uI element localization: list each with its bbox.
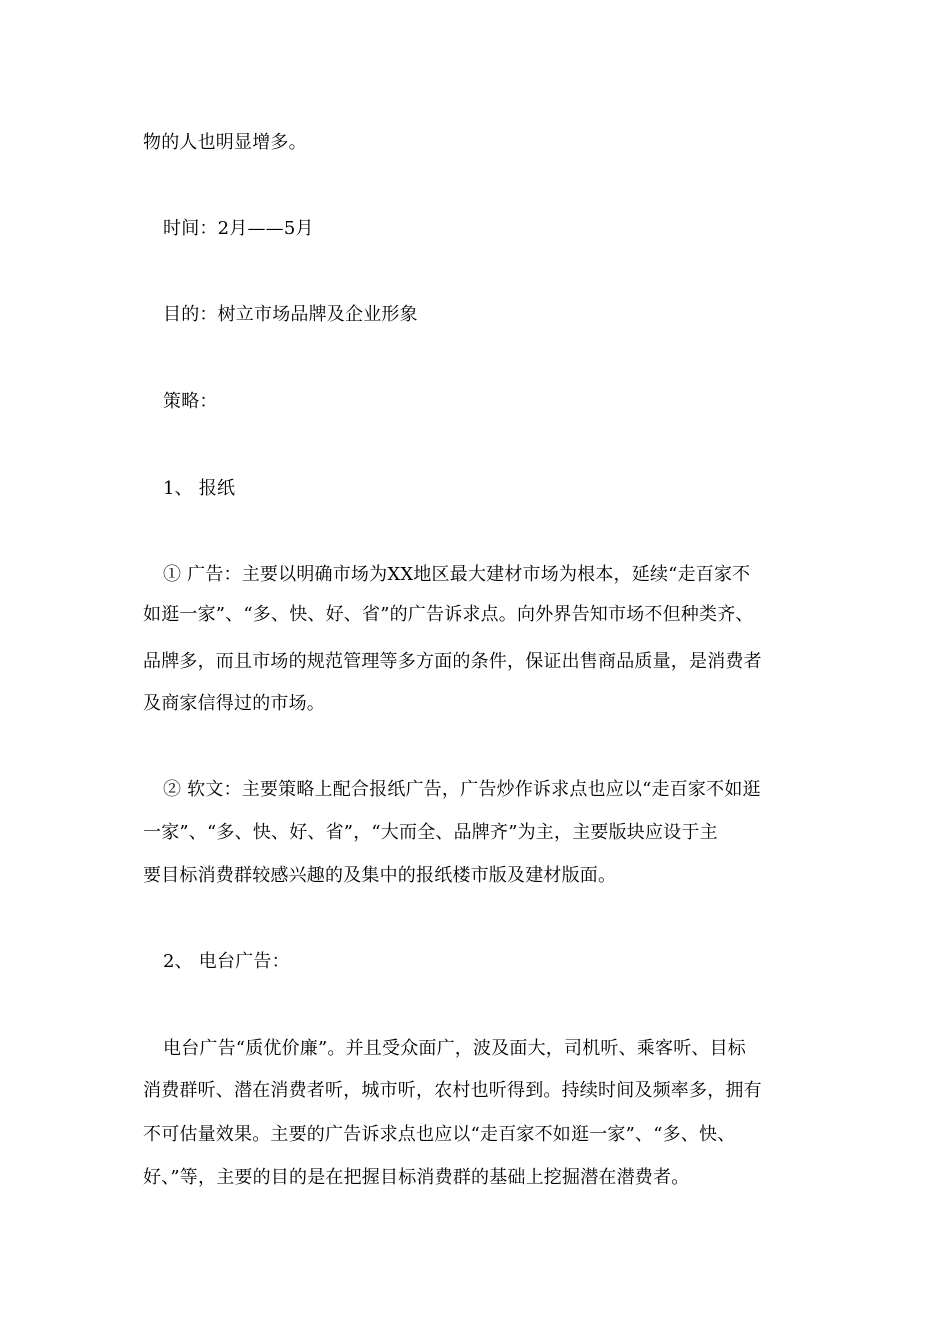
time-line: 时间：2月——5月 (163, 218, 314, 239)
radio-paragraph-line-1: 电台广告“质优价廉”。并且受众面广，波及面大，司机听、乘客听、目标 (163, 1038, 747, 1059)
soft-article-paragraph-line-1: ② 软文：主要策略上配合报纸广告，广告炒作诉求点也应以“走百家不如逛 (163, 779, 761, 800)
strategy-line: 策略： (163, 391, 218, 412)
ad-paragraph-line-4: 及商家信得过的市场。 (143, 693, 325, 714)
soft-article-paragraph-line-3: 要目标消费群较感兴趣的及集中的报纸楼市版及建材版面。 (143, 865, 617, 886)
ad-paragraph-line-3: 品牌多，而且市场的规范管理等多方面的条件，保证出售商品质量，是消费者 (143, 651, 762, 672)
goal-line: 目的：树立市场品牌及企业形象 (163, 304, 418, 325)
radio-paragraph-line-4: 好、”等，主要的目的是在把握目标消费群的基础上挖掘潜在潜费者。 (143, 1167, 690, 1188)
section-heading-newspaper: 1、 报纸 (163, 478, 236, 499)
radio-paragraph-line-3: 不可估量效果。主要的广告诉求点也应以“走百家不如逛一家”、“多、快、 (143, 1124, 736, 1145)
ad-paragraph-line-2: 如逛一家”、“多、快、好、省”的广告诉求点。向外界告知市场不但种类齐、 (143, 604, 754, 625)
soft-article-paragraph-line-2: 一家”、“多、快、好、省”，“大而全、品牌齐”为主，主要版块应设于主 (143, 822, 718, 843)
section-heading-radio: 2、 电台广告： (163, 951, 290, 972)
paragraph-continuation-line: 物的人也明显增多。 (143, 132, 307, 153)
radio-paragraph-line-2: 消费群听、潜在消费者听，城市听，农村也听得到。持续时间及频率多，拥有 (143, 1080, 762, 1101)
ad-paragraph-line-1: ① 广告：主要以明确市场为XX地区最大建材市场为根本，延续“走百家不 (163, 564, 751, 585)
